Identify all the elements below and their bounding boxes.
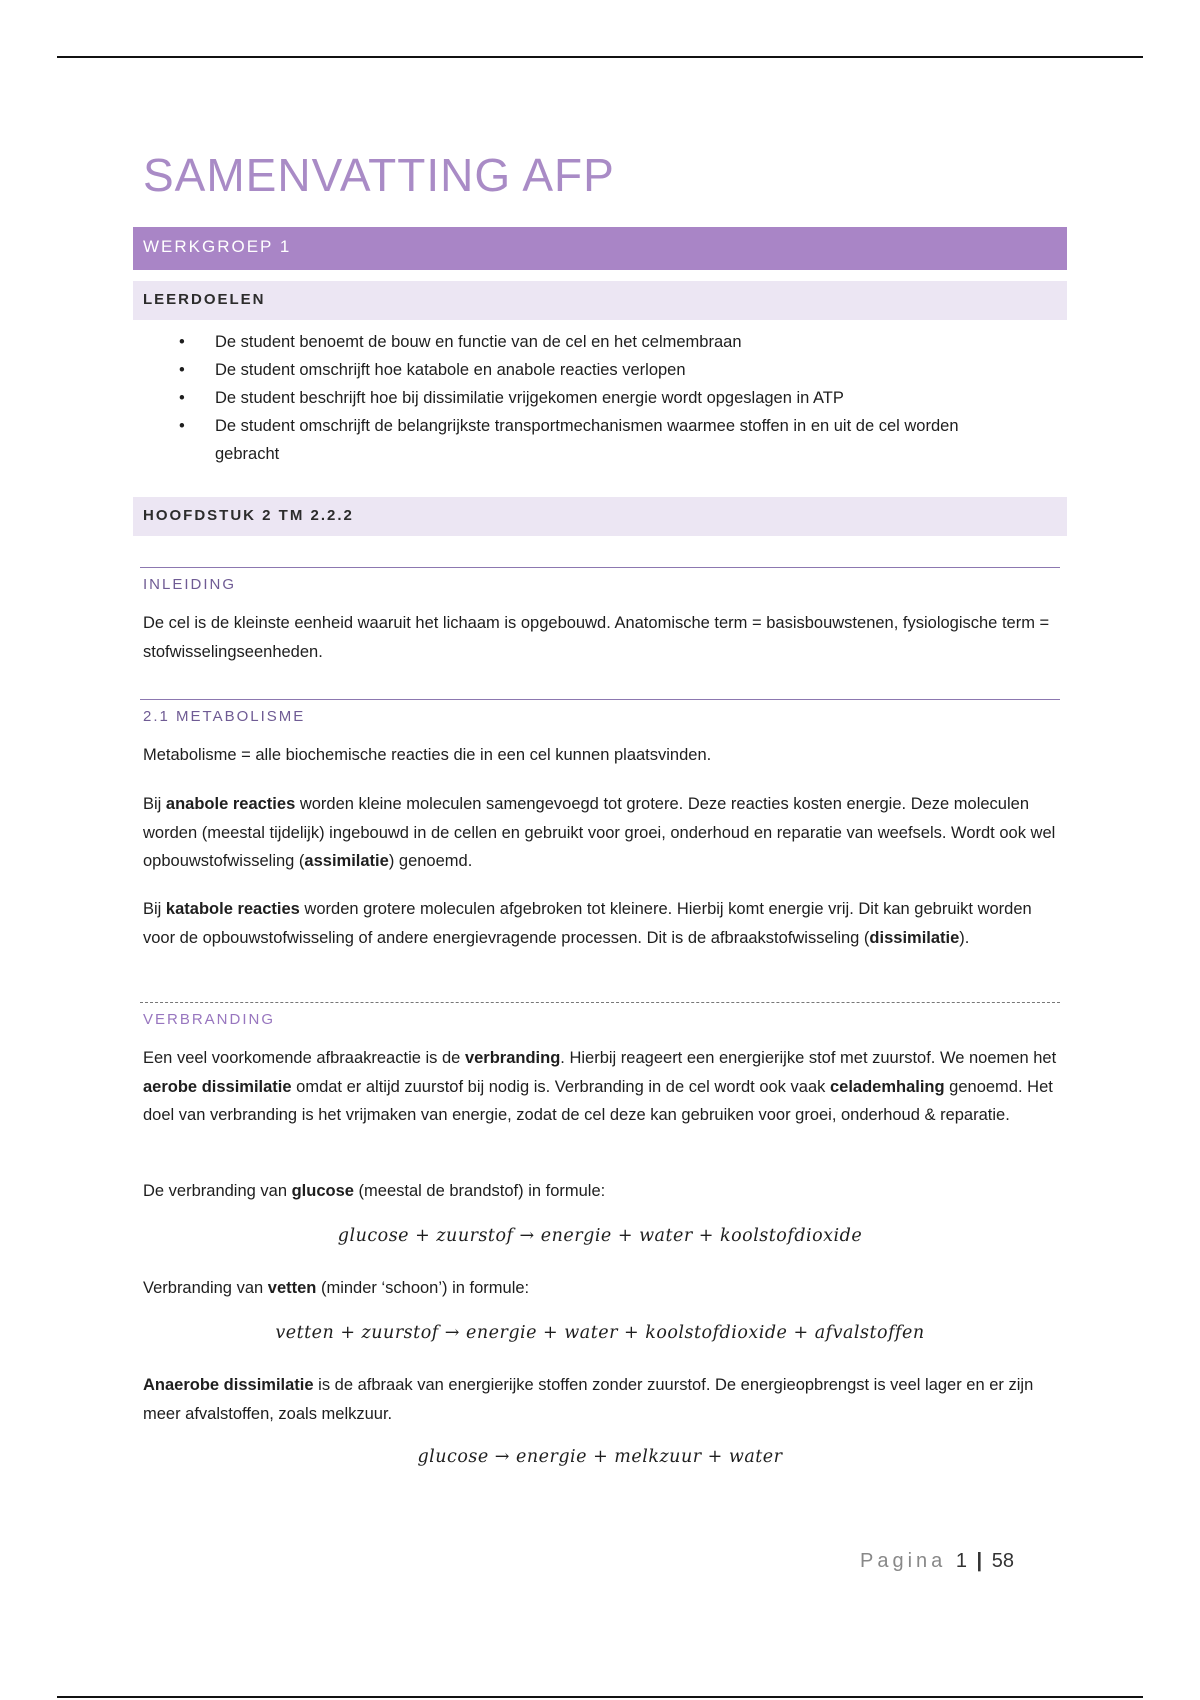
anaerobe-paragraph: Anaerobe dissimilatie is de afbraak van energierijke stoffen zonder zuurstof. De energieopbrengst is veel lager en er zijn meer afvalstoffen, zoals melkzuur.: [143, 1376, 1034, 1423]
verbranding-paragraph: Een veel voorkomende afbraakreactie is de verbranding. Hierbij reageert een energierijke stof met zuurstof. We noemen het aerobe dissimilatie omdat er altijd zuurstof bij nodig is. Verbranding in de cel wordt ook vaak celademhaling genoemd. Het doel van verbranding is het vrijmaken van energie, zodat de cel deze kan gebruiken voor groei, onderhoud & reparatie.: [143, 1049, 1057, 1124]
heading-metabolisme: 2.1 METABOLISME: [140, 699, 1060, 725]
formula-glucose: glucose + zuurstof → energie + water + koolstofdioxide: [337, 1226, 863, 1246]
bullet-icon: •: [179, 361, 185, 379]
document-title: SAMENVATTING AFP: [143, 149, 615, 201]
inleiding-text: De cel is de kleinste eenheid waaruit het lichaam is opgebouwd. Anatomische term = basisbouwstenen, fysiologische term = stofwisselingseenheden.: [143, 614, 1050, 661]
footer-rule: [57, 1696, 1143, 1698]
heading-verbranding: VERBRANDING: [140, 1002, 1060, 1028]
leerdoelen-list: [133, 328, 1067, 468]
list-item: • De student omschrijft de belangrijkste transportmechanismen waarmee stoffen in en uit de cel worden gebracht: [133, 412, 1067, 468]
header-rule: [57, 56, 1143, 58]
katabole-paragraph: Bij katabole reacties worden grotere moleculen afgebroken tot kleinere. Hierbij komt energie vrij. Dit kan gebruikt worden voor de opbouwstofwisseling of andere energievragende processen. Dit is de afbraakstofwisseling (dissimilatie).: [143, 900, 1032, 947]
formula-anaeroob: glucose → energie + melkzuur + water: [417, 1447, 783, 1467]
page-number: Pagina 1 | 58: [860, 1550, 1014, 1572]
list-item: • De student omschrijft hoe katabole en anabole reacties verlopen: [133, 356, 1067, 384]
metabolisme-definition: Metabolisme = alle biochemische reacties die in een cel kunnen plaatsvinden.: [143, 746, 712, 764]
glucose-intro: De verbranding van glucose (meestal de brandstof) in formule:: [143, 1182, 606, 1200]
heading-hoofdstuk: HOOFDSTUK 2 TM 2.2.2: [133, 497, 1067, 536]
anabole-paragraph: Bij anabole reacties worden kleine moleculen samengevoegd tot grotere. Deze reacties kosten energie. Deze moleculen worden (meestal tijdelijk) ingebouwd in de cellen en gebruikt voor groei, onderhoud en reparatie van weefsels. Wordt ook wel opbouwstofwisseling (assimilatie) genoemd.: [143, 795, 1056, 870]
list-item: • De student beschrijft hoe bij dissimilatie vrijgekomen energie wordt opgeslagen in ATP: [133, 384, 1067, 412]
vetten-intro: Verbranding van vetten (minder ‘schoon’) in formule:: [143, 1279, 530, 1297]
bullet-icon: •: [179, 389, 185, 407]
bullet-icon: •: [179, 417, 185, 435]
formula-vetten: vetten + zuurstof → energie + water + koolstofdioxide + afvalstoffen: [275, 1323, 925, 1343]
bullet-icon: •: [179, 333, 185, 351]
heading-werkgroep: WERKGROEP 1: [133, 227, 1067, 270]
heading-inleiding: INLEIDING: [140, 567, 1060, 593]
heading-leerdoelen: LEERDOELEN: [133, 281, 1067, 320]
list-item: • De student benoemt de bouw en functie van de cel en het celmembraan: [133, 328, 1067, 356]
